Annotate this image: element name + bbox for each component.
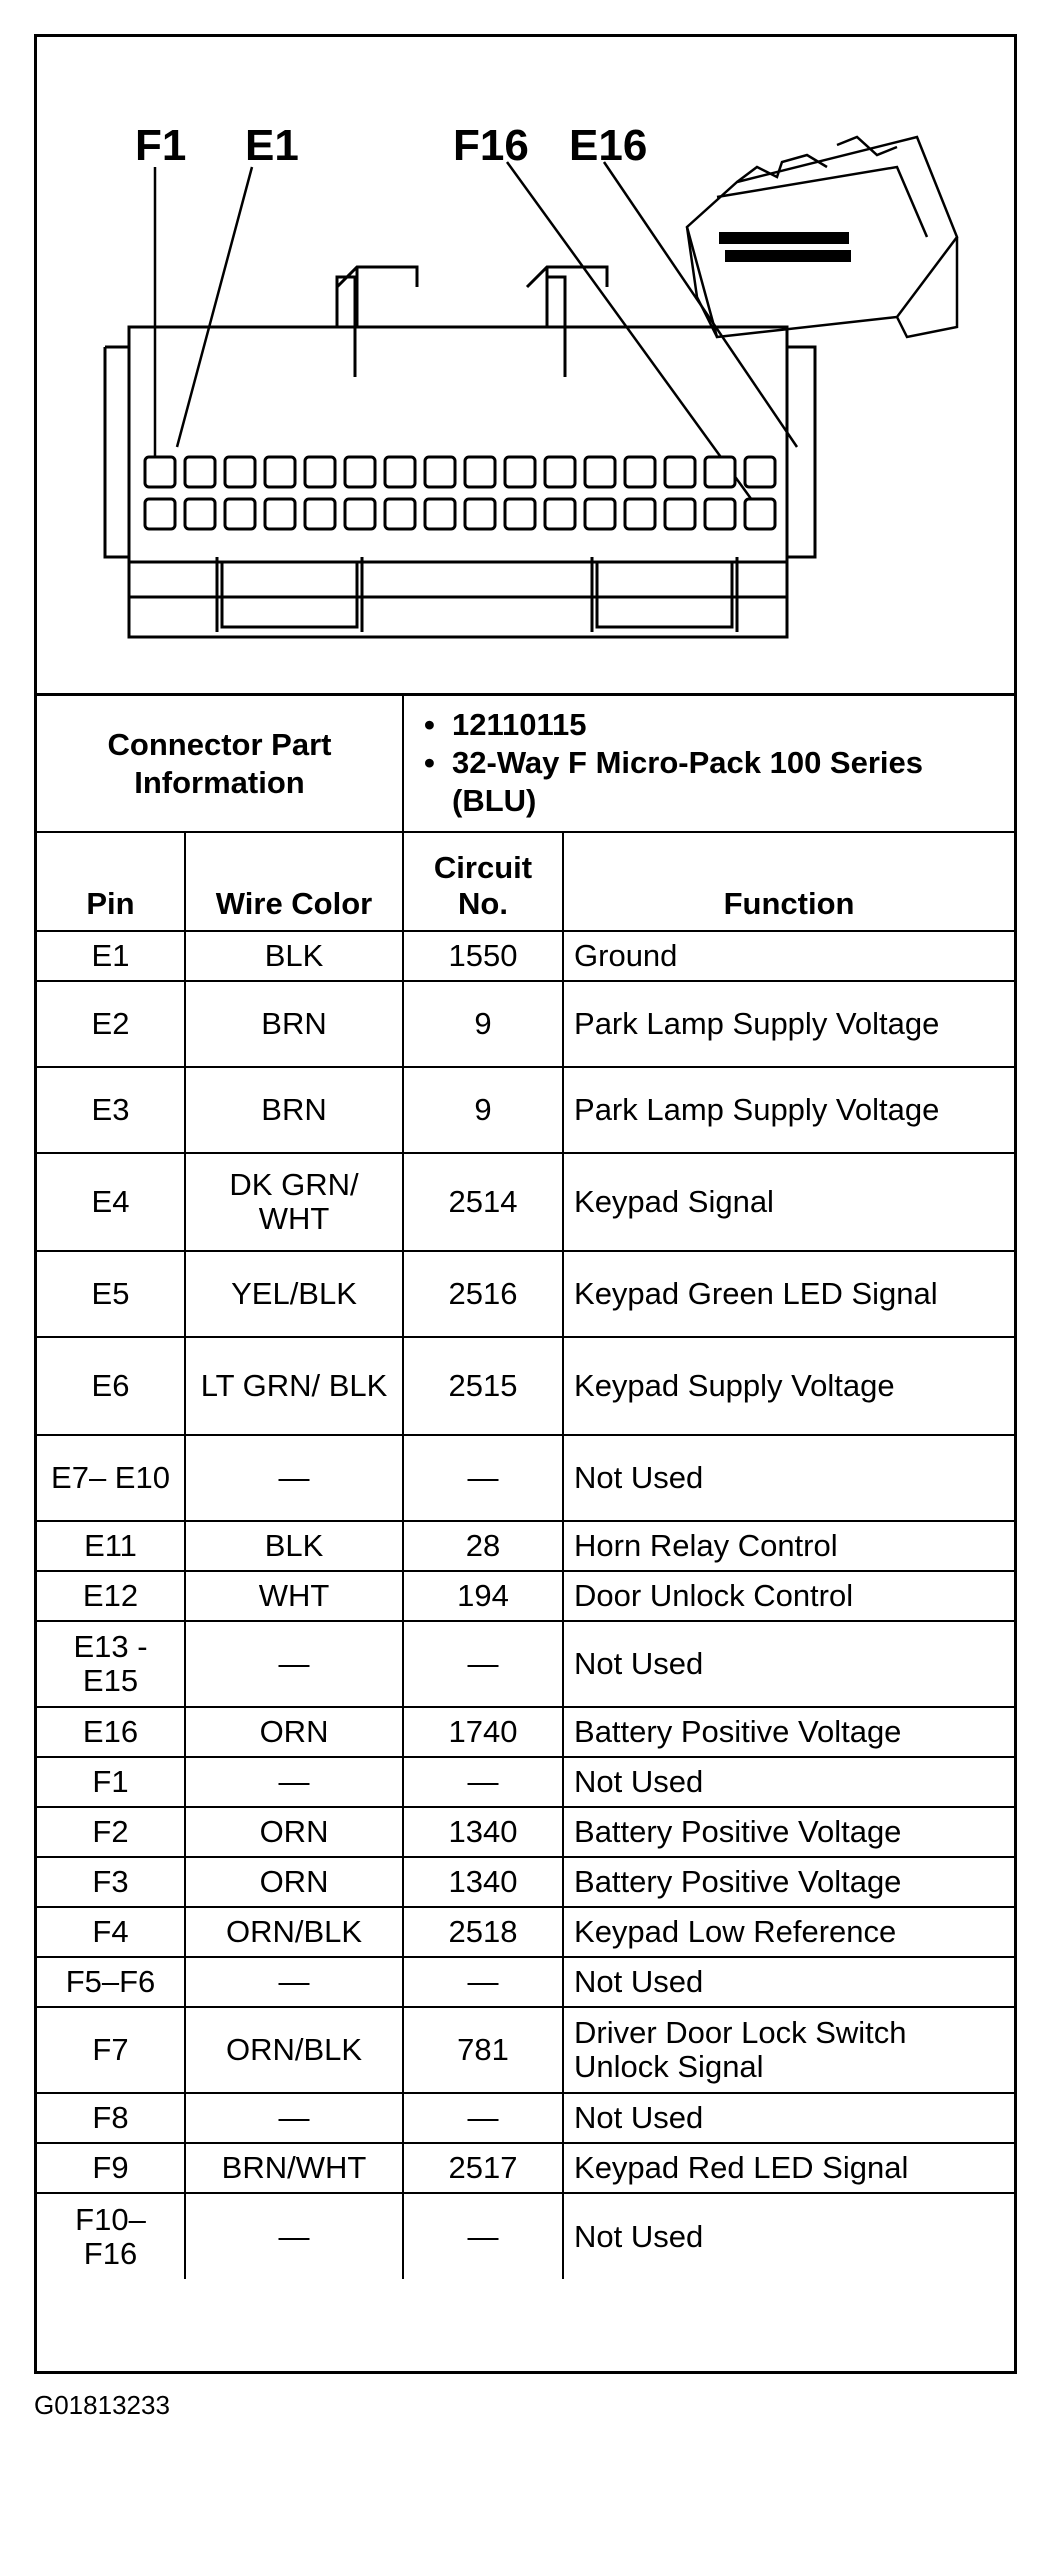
pin-cavity [425, 499, 455, 529]
table-row [37, 1957, 1014, 2007]
circuit-cell: — [403, 2193, 563, 2279]
pin-cell: E13 - E15 [37, 1621, 185, 1707]
table-row [37, 1621, 1014, 1707]
table-row [37, 1435, 1014, 1521]
header-circuit-no: Circuit No. [403, 832, 563, 931]
pin-cell: E3 [37, 1067, 185, 1153]
function-cell: Battery Positive Voltage [563, 1857, 1014, 1907]
wire-color-cell: WHT [185, 1571, 403, 1621]
pin-cell: E5 [37, 1251, 185, 1337]
function-cell: Keypad Green LED Signal [563, 1251, 1014, 1337]
circuit-cell: 2518 [403, 1907, 563, 1957]
circuit-cell: — [403, 1435, 563, 1521]
function-cell: Not Used [563, 2093, 1014, 2143]
label-e1: E1 [245, 121, 299, 170]
wire-color-cell: — [185, 2093, 403, 2143]
table-row [37, 1337, 1014, 1435]
pin-cavity [585, 457, 615, 487]
wire-color-cell: — [185, 1957, 403, 2007]
function-cell: Not Used [563, 1957, 1014, 2007]
circuit-cell: 1340 [403, 1857, 563, 1907]
pin-cell: E2 [37, 981, 185, 1067]
wire-color-cell: BRN/WHT [185, 2143, 403, 2193]
wire-color-cell: — [185, 1621, 403, 1707]
pin-cell: E4 [37, 1153, 185, 1251]
wire-color-cell: DK GRN/ WHT [185, 1153, 403, 1251]
circuit-cell: 781 [403, 2007, 563, 2093]
pin-cavity [505, 499, 535, 529]
wire-color-cell: ORN/BLK [185, 2007, 403, 2093]
pin-cell: F5–F6 [37, 1957, 185, 2007]
connector-info-item: • 32-Way F Micro-Pack 100 Series (BLU) [424, 745, 923, 818]
table-row [37, 981, 1014, 1067]
pin-cavity [745, 499, 775, 529]
wire-color-cell: YEL/BLK [185, 1251, 403, 1337]
function-cell: Keypad Supply Voltage [563, 1337, 1014, 1435]
pin-cell: F9 [37, 2143, 185, 2193]
circuit-cell: — [403, 1621, 563, 1707]
function-cell: Keypad Signal [563, 1153, 1014, 1251]
function-cell: Not Used [563, 2193, 1014, 2279]
circuit-cell: 194 [403, 1571, 563, 1621]
connector-info-label: Connector Part Information [37, 696, 403, 832]
function-cell: Horn Relay Control [563, 1521, 1014, 1571]
table-row [37, 2007, 1014, 2093]
table-row [37, 1807, 1014, 1857]
pin-cavity [225, 457, 255, 487]
function-cell: Keypad Low Reference [563, 1907, 1014, 1957]
pin-cavity [545, 457, 575, 487]
pin-cavity [265, 499, 295, 529]
pin-cavity [665, 457, 695, 487]
table-row [37, 2143, 1014, 2193]
pin-cell: F1 [37, 1757, 185, 1807]
table-row [37, 1907, 1014, 1957]
pin-cavity [185, 457, 215, 487]
circuit-cell: 1550 [403, 931, 563, 981]
pin-cavity [625, 499, 655, 529]
table-row [37, 1857, 1014, 1907]
circuit-cell: 2517 [403, 2143, 563, 2193]
circuit-cell: 9 [403, 1067, 563, 1153]
circuit-cell: 2515 [403, 1337, 563, 1435]
circuit-cell: 9 [403, 981, 563, 1067]
pin-table [37, 696, 1014, 2279]
pin-cell: F7 [37, 2007, 185, 2093]
table-row [37, 1153, 1014, 1251]
wire-color-cell: BRN [185, 981, 403, 1067]
function-cell: Not Used [563, 1435, 1014, 1521]
table-row [37, 1067, 1014, 1153]
connector-info-list [403, 696, 1014, 832]
pin-cell: E12 [37, 1571, 185, 1621]
wire-color-cell: ORN/BLK [185, 1907, 403, 1957]
wire-color-cell: — [185, 2193, 403, 2279]
label-f1: F1 [135, 121, 187, 170]
circuit-cell: — [403, 2093, 563, 2143]
header-pin: Pin [37, 832, 185, 931]
pin-cavity [585, 499, 615, 529]
wire-color-cell: BLK [185, 931, 403, 981]
pin-cell: E7– E10 [37, 1435, 185, 1521]
function-cell: Park Lamp Supply Voltage [563, 981, 1014, 1067]
pin-cavity [625, 457, 655, 487]
pin-cavity [145, 457, 175, 487]
pin-cavity [425, 457, 455, 487]
wire-color-cell: ORN [185, 1807, 403, 1857]
table-header-row [37, 832, 1014, 931]
circuit-cell: 1740 [403, 1707, 563, 1757]
table-row [37, 1251, 1014, 1337]
function-cell: Park Lamp Supply Voltage [563, 1067, 1014, 1153]
wire-color-cell: — [185, 1435, 403, 1521]
table-row [37, 931, 1014, 981]
table-row [37, 1521, 1014, 1571]
function-cell: Door Unlock Control [563, 1571, 1014, 1621]
table-row [37, 1571, 1014, 1621]
pin-cell: F4 [37, 1907, 185, 1957]
pin-cell: E16 [37, 1707, 185, 1757]
function-cell: Not Used [563, 1757, 1014, 1807]
label-e16: E16 [569, 121, 648, 170]
table-row [37, 1757, 1014, 1807]
wire-color-cell: ORN [185, 1857, 403, 1907]
pin-cavity [385, 499, 415, 529]
pin-cavity [185, 499, 215, 529]
figure-id: G01813233 [34, 2390, 170, 2420]
function-cell: Battery Positive Voltage [563, 1707, 1014, 1757]
circuit-cell: 28 [403, 1521, 563, 1571]
wire-color-cell: LT GRN/ BLK [185, 1337, 403, 1435]
function-cell: Not Used [563, 1621, 1014, 1707]
pin-cavity [345, 457, 375, 487]
header-function: Function [563, 832, 1014, 931]
pin-cavity [505, 457, 535, 487]
pin-cavity [145, 499, 175, 529]
pin-cavity [465, 499, 495, 529]
connector-sheet [34, 34, 1017, 2374]
pin-cavity [705, 499, 735, 529]
circuit-cell: — [403, 1957, 563, 2007]
connector-diagram [37, 37, 1014, 696]
pin-cavity [265, 457, 295, 487]
pin-cavity [305, 457, 335, 487]
pin-cavity [385, 457, 415, 487]
connector-info-row [37, 696, 1014, 832]
pin-cavity [745, 457, 775, 487]
pin-cavity [665, 499, 695, 529]
circuit-cell: 2516 [403, 1251, 563, 1337]
function-cell: Keypad Red LED Signal [563, 2143, 1014, 2193]
table-row [37, 2193, 1014, 2279]
circuit-cell: 1340 [403, 1807, 563, 1857]
pin-cell: E1 [37, 931, 185, 981]
wire-color-cell: BRN [185, 1067, 403, 1153]
pin-cell: F8 [37, 2093, 185, 2143]
connector-info-item: • 12110115 [424, 707, 587, 742]
pin-cell: F2 [37, 1807, 185, 1857]
wire-color-cell: BLK [185, 1521, 403, 1571]
pin-cavity [345, 499, 375, 529]
pin-cavity [225, 499, 255, 529]
table-row [37, 2093, 1014, 2143]
wire-color-cell: — [185, 1757, 403, 1807]
circuit-cell: — [403, 1757, 563, 1807]
pin-cavity [705, 457, 735, 487]
pin-cavity [545, 499, 575, 529]
pin-cell: E6 [37, 1337, 185, 1435]
header-wire-color: Wire Color [185, 832, 403, 931]
pin-cavity [305, 499, 335, 529]
circuit-cell: 2514 [403, 1153, 563, 1251]
label-f16: F16 [453, 121, 529, 170]
function-cell: Ground [563, 931, 1014, 981]
pin-cavity [465, 457, 495, 487]
pin-cell: E11 [37, 1521, 185, 1571]
pin-cell: F3 [37, 1857, 185, 1907]
table-row [37, 1707, 1014, 1757]
function-cell: Driver Door Lock Switch Unlock Signal [563, 2007, 1014, 2093]
pin-cell: F10– F16 [37, 2193, 185, 2279]
wire-color-cell: ORN [185, 1707, 403, 1757]
function-cell: Battery Positive Voltage [563, 1807, 1014, 1857]
